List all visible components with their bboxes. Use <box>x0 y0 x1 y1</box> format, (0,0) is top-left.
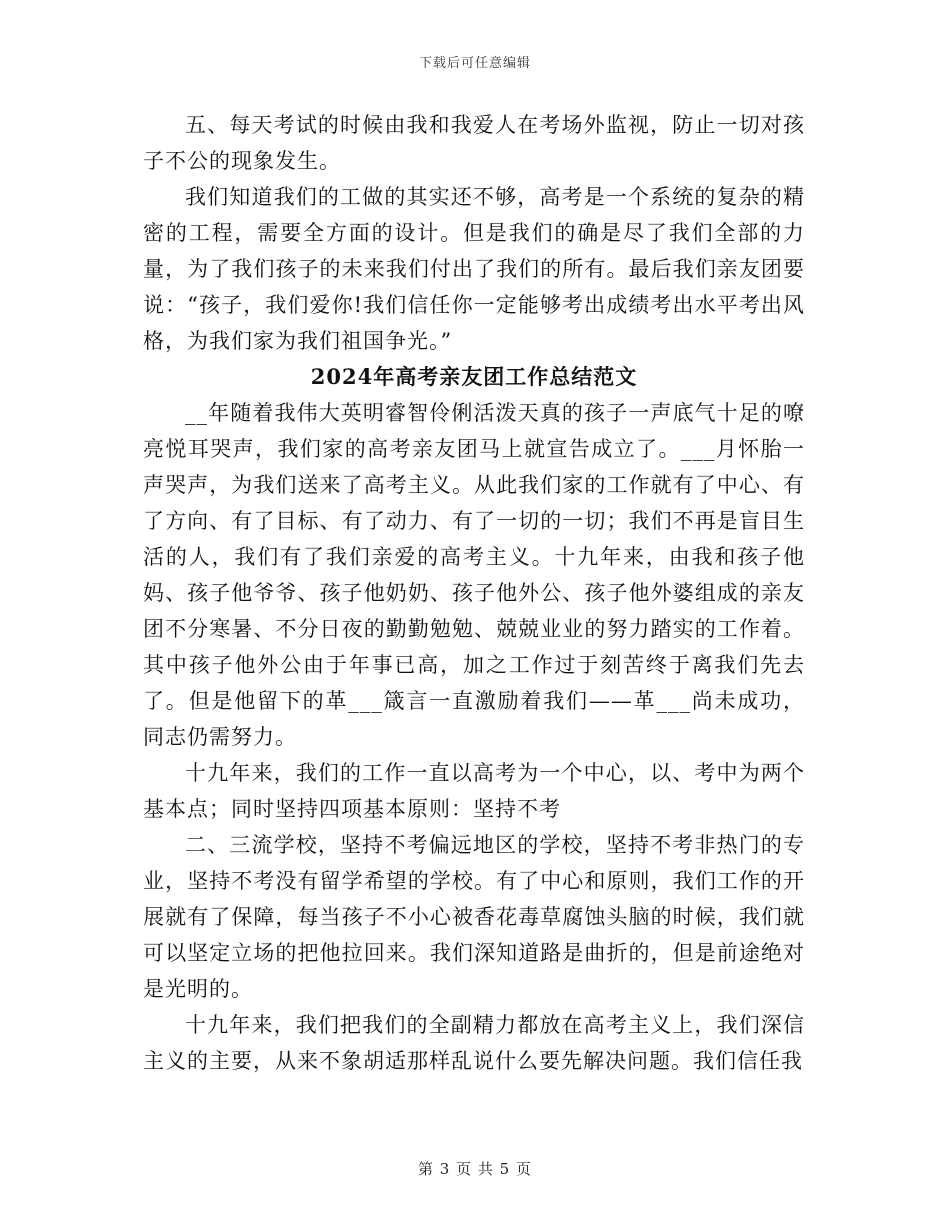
page-number: 第 3 页 共 5 页 <box>418 1160 532 1178</box>
document-body <box>143 107 805 1079</box>
page-header-note: 下载后可任意编辑 <box>418 56 531 71</box>
paragraph-item-5: 五、每天考试的时候由我和我爱人在考场外监视，防止一切对孩子不公的现象发生。 <box>143 113 805 173</box>
paragraph-devotion: 十九年来，我们把我们的全副精力都放在高考主义上，我们深信主义的主要，从来不象胡适那样乱说什么要先解决问题。我们信任我 <box>143 1013 805 1073</box>
paragraph-principles: 十九年来，我们的工作一直以高考为一个中心，以、考中为两个基本点；同时坚持四项基本原则：坚持不考 <box>143 761 805 821</box>
section-title: 2024年高考亲友团工作总结范文 <box>310 364 638 389</box>
paragraph-intro: __年随着我伟大英明睿智伶俐活泼天真的孩子一声底气十足的嘹亮悦耳哭声，我们家的高考亲友团马上就宣告成立了。___月怀胎一声哭声，为我们送来了高考主义。从此我们家的工作就有了中心、有了方向、有了目标、有了动力、有了一切的一切；我们不再是盲目生活的人，我们有了我们亲爱的高考主义。十九年来，由我和孩子他妈、孩子他爷爷、孩子他奶奶、孩子他外公、孩子他外婆组成的亲友团不分寒暑、不分日夜的勤勤勉勉、兢兢业业的努力踏实的工作着。其中孩子他外公由于年事已高，加之工作过于刻苦终于离我们先去了。但是他留下的革___箴言一直激励着我们——革___尚未成功，同志仍需努力。 <box>143 401 805 749</box>
paragraph-schools: 二、三流学校，坚持不考偏远地区的学校，坚持不考非热门的专业，坚持不考没有留学希望的学校。有了中心和原则，我们工作的开展就有了保障，每当孩子不小心被香花毒草腐蚀头脑的时候，我们就可以坚定立场的把他拉回来。我们深知道路是曲折的，但是前途绝对是光明的。 <box>143 833 805 1001</box>
paragraph-closing-message: 我们知道我们的工做的其实还不够，高考是一个系统的复杂的精密的工程，需要全方面的设计。但是我们的确是尽了我们全部的力量，为了我们孩子的未来我们付出了我们的所有。最后我们亲友团要说：“孩子，我们爱你!我们信任你一定能够考出成绩考出水平考出风格，为我们家为我们祖国争光。” <box>143 185 805 353</box>
